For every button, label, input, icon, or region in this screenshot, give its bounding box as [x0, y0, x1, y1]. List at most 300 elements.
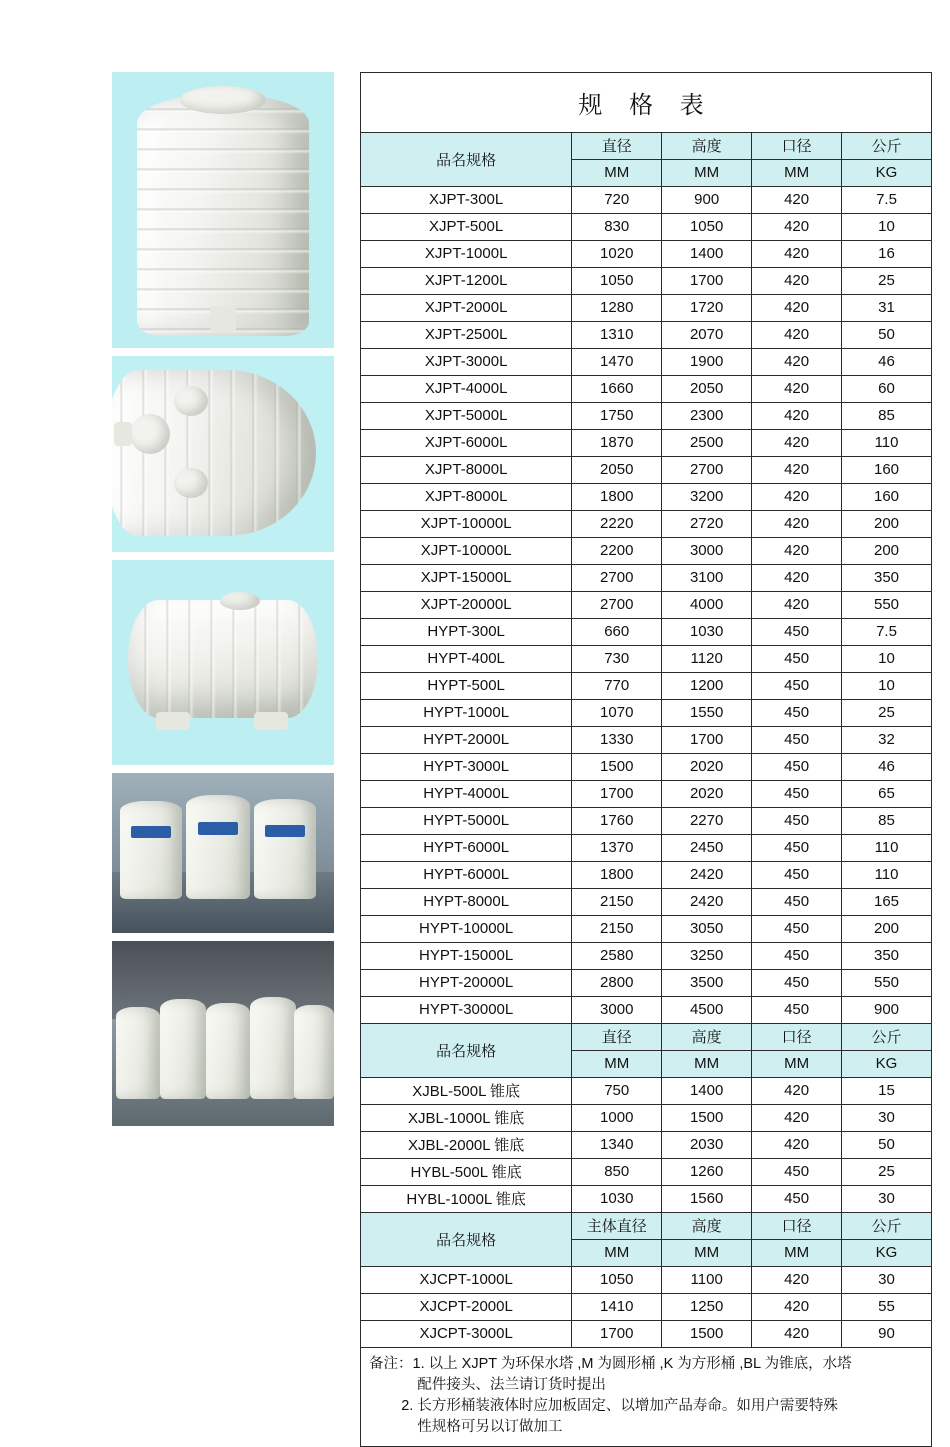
cone-tank-port-icon	[130, 414, 170, 454]
cell-value: 165	[842, 889, 932, 916]
cell-value: 1030	[662, 619, 752, 646]
table-row	[361, 646, 932, 673]
cell-value: 1800	[572, 484, 662, 511]
header-metric: 直径	[572, 1024, 662, 1051]
cell-value: 2020	[662, 781, 752, 808]
header-product-name: 品名规格	[361, 133, 572, 187]
cell-value: 25	[842, 268, 932, 295]
cell-value: 2200	[572, 538, 662, 565]
cell-value: 2700	[572, 565, 662, 592]
table-row	[361, 1078, 932, 1105]
cell-value: 200	[842, 511, 932, 538]
cell-value: 160	[842, 484, 932, 511]
cell-value: 1050	[572, 1267, 662, 1294]
cell-product-name: XJCPT-3000L	[361, 1321, 572, 1348]
cell-value: 420	[752, 457, 842, 484]
header-unit: MM	[752, 160, 842, 187]
cell-value: 110	[842, 430, 932, 457]
table-row	[361, 916, 932, 943]
cell-value: 1200	[662, 673, 752, 700]
cell-value: 3250	[662, 943, 752, 970]
header-metric: 口径	[752, 1024, 842, 1051]
table-row	[361, 1321, 932, 1348]
cell-value: 420	[752, 214, 842, 241]
cell-value: 1000	[572, 1105, 662, 1132]
cell-product-name: HYPT-500L	[361, 673, 572, 700]
cell-value: 1330	[572, 727, 662, 754]
cell-value: 420	[752, 1105, 842, 1132]
header-product-name: 品名规格	[361, 1213, 572, 1267]
factory-tank	[206, 1003, 250, 1099]
cell-product-name: HYPT-15000L	[361, 943, 572, 970]
table-row	[361, 808, 932, 835]
cell-value: 2450	[662, 835, 752, 862]
cell-value: 60	[842, 376, 932, 403]
cell-product-name: XJPT-10000L	[361, 538, 572, 565]
header-metric: 公斤	[842, 133, 932, 160]
table-row	[361, 403, 932, 430]
cell-value: 1260	[662, 1159, 752, 1186]
table-row	[361, 619, 932, 646]
cell-product-name: XJPT-6000L	[361, 430, 572, 457]
cell-value: 85	[842, 808, 932, 835]
cell-value: 7.5	[842, 619, 932, 646]
cell-value: 900	[662, 187, 752, 214]
table-row	[361, 1159, 932, 1186]
cell-value: 2270	[662, 808, 752, 835]
table-row	[361, 700, 932, 727]
cell-product-name: HYPT-30000L	[361, 997, 572, 1024]
table-notes-row	[361, 1348, 932, 1447]
cell-product-name: XJPT-1200L	[361, 268, 572, 295]
cell-value: 10	[842, 646, 932, 673]
cell-value: 1700	[662, 268, 752, 295]
header-metric: 口径	[752, 133, 842, 160]
cell-product-name: XJCPT-1000L	[361, 1267, 572, 1294]
cell-product-name: XJPT-3000L	[361, 349, 572, 376]
table-row	[361, 214, 932, 241]
table-row	[361, 376, 932, 403]
cell-value: 2220	[572, 511, 662, 538]
cell-value: 1020	[572, 241, 662, 268]
cell-value: 1550	[662, 700, 752, 727]
horizontal-tank-foot-icon	[156, 712, 190, 730]
cell-value: 110	[842, 862, 932, 889]
spec-table-container	[360, 72, 950, 1436]
cell-value: 1500	[662, 1105, 752, 1132]
tank-ribs	[137, 94, 309, 336]
table-row	[361, 241, 932, 268]
cell-product-name: XJPT-8000L	[361, 484, 572, 511]
cell-product-name: HYPT-8000L	[361, 889, 572, 916]
cell-value: 32	[842, 727, 932, 754]
header-unit: KG	[842, 160, 932, 187]
cell-value: 1560	[662, 1186, 752, 1213]
cell-value: 420	[752, 592, 842, 619]
header-unit: MM	[662, 1240, 752, 1267]
cell-value: 30	[842, 1267, 932, 1294]
table-row	[361, 997, 932, 1024]
header-metric: 高度	[662, 133, 752, 160]
cell-product-name: HYPT-400L	[361, 646, 572, 673]
cell-value: 1700	[572, 1321, 662, 1348]
cell-value: 2580	[572, 943, 662, 970]
note-line: 配件接头、法兰请订货时提出	[369, 1377, 606, 1394]
header-metric: 口径	[752, 1213, 842, 1240]
cell-value: 46	[842, 754, 932, 781]
cell-value: 450	[752, 997, 842, 1024]
cell-value: 1500	[572, 754, 662, 781]
table-row	[361, 862, 932, 889]
cell-value: 850	[572, 1159, 662, 1186]
page-title: 规 格 表	[361, 73, 932, 133]
cell-value: 1900	[662, 349, 752, 376]
tank-lid-icon	[180, 86, 266, 114]
cell-value: 420	[752, 241, 842, 268]
tank-outlet-icon	[210, 306, 236, 332]
cell-value: 3000	[662, 538, 752, 565]
cell-value: 50	[842, 1132, 932, 1159]
cone-tank-port-icon	[174, 386, 208, 416]
cell-product-name: HYPT-6000L	[361, 835, 572, 862]
cell-product-name: XJBL-2000L 锥底	[361, 1132, 572, 1159]
cell-value: 10	[842, 214, 932, 241]
header-unit: MM	[572, 1240, 662, 1267]
cell-value: 1120	[662, 646, 752, 673]
header-unit: MM	[572, 1051, 662, 1078]
cell-value: 420	[752, 484, 842, 511]
header-unit: MM	[662, 160, 752, 187]
table-row	[361, 673, 932, 700]
cell-value: 1340	[572, 1132, 662, 1159]
cell-value: 3050	[662, 916, 752, 943]
cell-product-name: XJPT-5000L	[361, 403, 572, 430]
cell-value: 420	[752, 1321, 842, 1348]
cell-value: 4500	[662, 997, 752, 1024]
cell-value: 450	[752, 646, 842, 673]
cell-value: 900	[842, 997, 932, 1024]
cell-product-name: XJPT-10000L	[361, 511, 572, 538]
cell-value: 2700	[662, 457, 752, 484]
cell-value: 1660	[572, 376, 662, 403]
table-row	[361, 268, 932, 295]
cell-value: 200	[842, 538, 932, 565]
cell-value: 420	[752, 295, 842, 322]
cell-value: 2500	[662, 430, 752, 457]
table-row	[361, 835, 932, 862]
header-metric: 高度	[662, 1213, 752, 1240]
notes-text	[361, 1348, 932, 1447]
table-row	[361, 970, 932, 997]
horizontal-tank-body	[128, 600, 318, 718]
cell-value: 2050	[662, 376, 752, 403]
cell-value: 1800	[572, 862, 662, 889]
cell-value: 2420	[662, 862, 752, 889]
cell-value: 2050	[572, 457, 662, 484]
cone-tank-body	[112, 370, 316, 536]
factory-tank	[116, 1007, 160, 1099]
cell-value: 30	[842, 1105, 932, 1132]
table-header-row	[361, 1024, 932, 1051]
cell-value: 450	[752, 754, 842, 781]
header-metric: 公斤	[842, 1024, 932, 1051]
cell-value: 2720	[662, 511, 752, 538]
table-row	[361, 1105, 932, 1132]
cell-value: 1470	[572, 349, 662, 376]
cell-product-name: HYPT-3000L	[361, 754, 572, 781]
cell-value: 25	[842, 1159, 932, 1186]
cell-value: 450	[752, 1186, 842, 1213]
cell-value: 420	[752, 565, 842, 592]
table-row	[361, 943, 932, 970]
factory-tanks-photo	[112, 941, 334, 1126]
cell-value: 350	[842, 565, 932, 592]
header-metric: 直径	[572, 133, 662, 160]
cell-product-name: XJPT-15000L	[361, 565, 572, 592]
table-row	[361, 592, 932, 619]
cell-value: 3500	[662, 970, 752, 997]
cell-product-name: HYPT-4000L	[361, 781, 572, 808]
cell-value: 1750	[572, 403, 662, 430]
cell-value: 7.5	[842, 187, 932, 214]
cell-value: 730	[572, 646, 662, 673]
cell-value: 420	[752, 322, 842, 349]
cell-value: 2030	[662, 1132, 752, 1159]
cell-value: 420	[752, 403, 842, 430]
cell-value: 1030	[572, 1186, 662, 1213]
warehouse-tank	[254, 799, 316, 899]
cell-value: 65	[842, 781, 932, 808]
table-row	[361, 1294, 932, 1321]
cell-product-name: XJPT-1000L	[361, 241, 572, 268]
cell-value: 420	[752, 349, 842, 376]
cell-value: 450	[752, 619, 842, 646]
cell-value: 1310	[572, 322, 662, 349]
cell-value: 450	[752, 808, 842, 835]
horizontal-tank-photo	[112, 560, 334, 765]
header-unit: KG	[842, 1051, 932, 1078]
table-row	[361, 781, 932, 808]
cell-value: 420	[752, 430, 842, 457]
cell-value: 720	[572, 187, 662, 214]
cell-value: 3000	[572, 997, 662, 1024]
cell-value: 450	[752, 943, 842, 970]
cell-value: 1700	[572, 781, 662, 808]
cell-value: 90	[842, 1321, 932, 1348]
cell-product-name: XJBL-1000L 锥底	[361, 1105, 572, 1132]
cell-value: 15	[842, 1078, 932, 1105]
header-unit: MM	[752, 1051, 842, 1078]
cell-value: 31	[842, 295, 932, 322]
cell-value: 420	[752, 538, 842, 565]
cell-product-name: XJCPT-2000L	[361, 1294, 572, 1321]
header-unit: MM	[572, 160, 662, 187]
cell-value: 420	[752, 1267, 842, 1294]
table-row	[361, 565, 932, 592]
table-row	[361, 187, 932, 214]
cell-value: 2150	[572, 889, 662, 916]
factory-tank	[160, 999, 206, 1099]
cell-value: 1250	[662, 1294, 752, 1321]
cell-value: 450	[752, 727, 842, 754]
cell-value: 25	[842, 700, 932, 727]
cell-value: 1700	[662, 727, 752, 754]
table-row	[361, 1132, 932, 1159]
cell-value: 450	[752, 781, 842, 808]
cell-product-name: XJPT-300L	[361, 187, 572, 214]
header-unit: MM	[662, 1051, 752, 1078]
cell-value: 420	[752, 1132, 842, 1159]
table-row	[361, 430, 932, 457]
cell-value: 30	[842, 1186, 932, 1213]
horizontal-tank-foot-icon	[254, 712, 288, 730]
cell-value: 1280	[572, 295, 662, 322]
header-product-name: 品名规格	[361, 1024, 572, 1078]
cell-value: 1050	[572, 268, 662, 295]
table-row	[361, 457, 932, 484]
note-line: 性规格可另以订做加工	[369, 1419, 563, 1436]
cell-product-name: XJPT-500L	[361, 214, 572, 241]
cell-value: 830	[572, 214, 662, 241]
cone-tank-ribs	[112, 370, 316, 536]
cell-value: 55	[842, 1294, 932, 1321]
cell-value: 200	[842, 916, 932, 943]
cell-product-name: XJBL-500L 锥底	[361, 1078, 572, 1105]
cell-value: 160	[842, 457, 932, 484]
table-row	[361, 754, 932, 781]
cell-value: 420	[752, 268, 842, 295]
cell-value: 450	[752, 916, 842, 943]
cell-value: 1410	[572, 1294, 662, 1321]
cell-value: 2800	[572, 970, 662, 997]
tank-body	[137, 94, 309, 336]
table-row	[361, 484, 932, 511]
cell-value: 750	[572, 1078, 662, 1105]
cell-value: 450	[752, 862, 842, 889]
cone-tank-handle-icon	[114, 422, 132, 446]
cell-value: 450	[752, 700, 842, 727]
cell-product-name: XJPT-8000L	[361, 457, 572, 484]
cell-product-name: XJPT-2500L	[361, 322, 572, 349]
spec-table	[360, 72, 932, 1447]
cell-value: 1070	[572, 700, 662, 727]
cell-value: 450	[752, 673, 842, 700]
cell-value: 110	[842, 835, 932, 862]
cell-product-name: XJPT-2000L	[361, 295, 572, 322]
table-row	[361, 727, 932, 754]
cone-bottom-tank-photo	[112, 356, 334, 552]
header-metric: 主体直径	[572, 1213, 662, 1240]
cell-value: 1870	[572, 430, 662, 457]
table-row	[361, 349, 932, 376]
table-row	[361, 538, 932, 565]
cell-product-name: HYBL-500L 锥底	[361, 1159, 572, 1186]
cell-value: 2420	[662, 889, 752, 916]
cell-product-name: HYPT-2000L	[361, 727, 572, 754]
cell-value: 2700	[572, 592, 662, 619]
cell-value: 1500	[662, 1321, 752, 1348]
cell-product-name: XJPT-4000L	[361, 376, 572, 403]
cell-value: 2150	[572, 916, 662, 943]
cell-value: 770	[572, 673, 662, 700]
horizontal-tank-ribs	[128, 600, 318, 718]
table-row	[361, 1267, 932, 1294]
cell-product-name: HYPT-5000L	[361, 808, 572, 835]
note-line: 备注：1. 以上 XJPT 为环保水塔 ,M 为圆形桶 ,K 为方形桶 ,BL 为锥底，水塔	[369, 1356, 852, 1372]
cell-value: 1400	[662, 241, 752, 268]
cell-value: 10	[842, 673, 932, 700]
cell-value: 1400	[662, 1078, 752, 1105]
table-header-row	[361, 133, 932, 160]
cell-value: 1370	[572, 835, 662, 862]
vertical-tank-photo	[112, 72, 334, 348]
cell-product-name: HYPT-6000L	[361, 862, 572, 889]
table-row	[361, 1186, 932, 1213]
cell-product-name: XJPT-20000L	[361, 592, 572, 619]
cell-product-name: HYBL-1000L 锥底	[361, 1186, 572, 1213]
photo-column	[0, 72, 360, 1132]
cell-product-name: HYPT-20000L	[361, 970, 572, 997]
warehouse-tanks-photo	[112, 773, 334, 933]
cell-value: 1100	[662, 1267, 752, 1294]
cell-value: 50	[842, 322, 932, 349]
cell-value: 450	[752, 1159, 842, 1186]
warehouse-tank	[120, 801, 182, 899]
table-title-row	[361, 73, 932, 133]
cell-value: 420	[752, 187, 842, 214]
cell-product-name: HYPT-300L	[361, 619, 572, 646]
table-header-row	[361, 1213, 932, 1240]
cell-value: 450	[752, 970, 842, 997]
cell-value: 420	[752, 1294, 842, 1321]
cell-value: 420	[752, 1078, 842, 1105]
cell-value: 1720	[662, 295, 752, 322]
header-metric: 公斤	[842, 1213, 932, 1240]
cell-value: 46	[842, 349, 932, 376]
cell-value: 3100	[662, 565, 752, 592]
warehouse-tank	[186, 795, 250, 899]
cell-value: 4000	[662, 592, 752, 619]
header-unit: KG	[842, 1240, 932, 1267]
table-row	[361, 889, 932, 916]
cell-value: 420	[752, 376, 842, 403]
cell-value: 420	[752, 511, 842, 538]
cell-value: 550	[842, 592, 932, 619]
cell-product-name: HYPT-10000L	[361, 916, 572, 943]
table-row	[361, 322, 932, 349]
cell-value: 1050	[662, 214, 752, 241]
cell-value: 450	[752, 835, 842, 862]
cell-value: 550	[842, 970, 932, 997]
factory-tank	[294, 1005, 334, 1099]
factory-tank	[250, 997, 296, 1099]
table-row	[361, 511, 932, 538]
horizontal-tank-lid-icon	[220, 592, 260, 610]
cell-product-name: HYPT-1000L	[361, 700, 572, 727]
cell-value: 2020	[662, 754, 752, 781]
cell-value: 350	[842, 943, 932, 970]
table-row	[361, 295, 932, 322]
cell-value: 85	[842, 403, 932, 430]
cell-value: 16	[842, 241, 932, 268]
header-metric: 高度	[662, 1024, 752, 1051]
cell-value: 450	[752, 889, 842, 916]
header-unit: MM	[752, 1240, 842, 1267]
cell-value: 3200	[662, 484, 752, 511]
note-line: 2. 长方形桶装液体时应加板固定、以增加产品寿命。如用户需要特殊	[369, 1398, 838, 1415]
cone-tank-port-icon	[174, 468, 208, 498]
cell-value: 660	[572, 619, 662, 646]
